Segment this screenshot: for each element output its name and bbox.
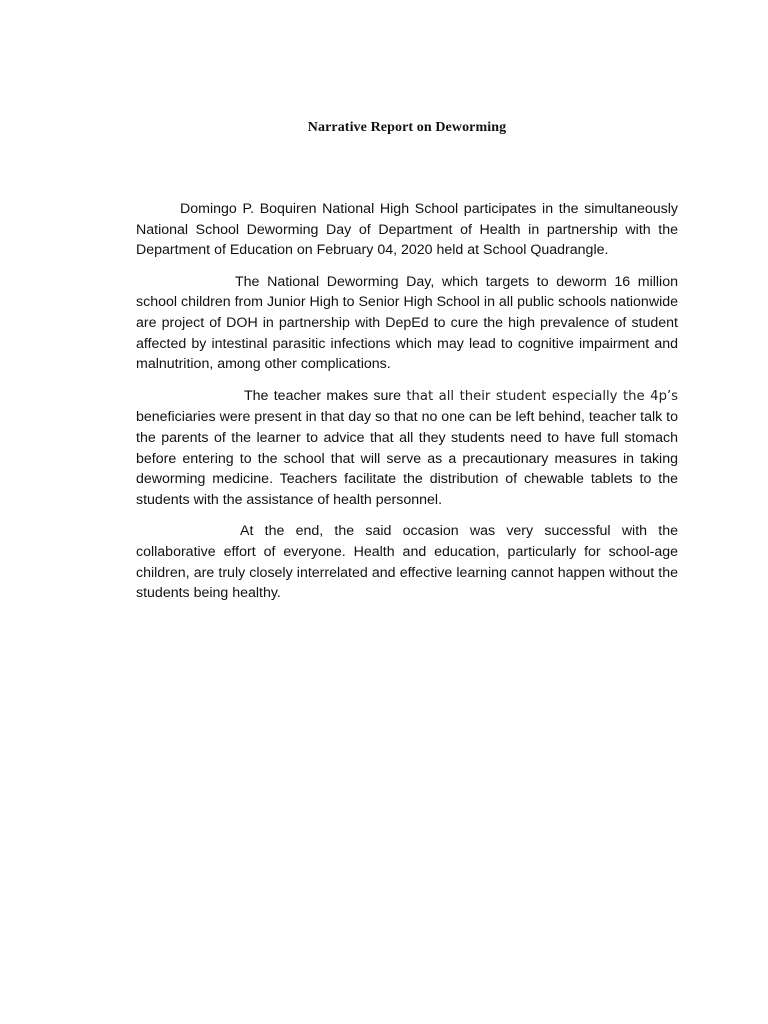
paragraph-national-deworming-day: The National Deworming Day, which targets to deworm 16 million school children from Junior High to Senior High School in all public schools nationwide are project of DOH in partnership with DepEd to cure the high prevalence of student affected by intestinal parasitic infections which may lead to cognitive impairment and malnutrition, among other complications. <box>136 273 678 373</box>
document-body <box>136 199 678 615</box>
paragraph-conclusion: At the end, the said occasion was very successful with the collaborative effort of everyone. Health and education, particularly for school-age children, are truly closely interrelated and effective learning cannot happen without the students being healthy. <box>136 523 678 602</box>
document-title: Narrative Report on Deworming <box>307 120 507 135</box>
paragraph-teacher-role <box>136 386 678 511</box>
paragraph-teacher-lead: The teacher makes sure <box>244 387 407 404</box>
paragraph-teacher-lead-alt: that all their student especially the 4p’s <box>406 388 679 404</box>
paragraph-intro: Domingo P. Boquiren National High School participates in the simultaneously National School Deworming Day of Department of Health in partnership with the Department of Education on February 04, 2020 held at School Quadrangle. <box>136 201 678 259</box>
paragraph-teacher-rest: beneficiaries were present in that day so that no one can be left behind, teacher talk to the parents of the learner to advice that all they students need to have full stomach before entering to the school that will serve as a precautionary measures in taking deworming medicine. Teachers facilitate the distribution of chewable tablets to the students with the assistance of health personnel. <box>136 409 678 508</box>
